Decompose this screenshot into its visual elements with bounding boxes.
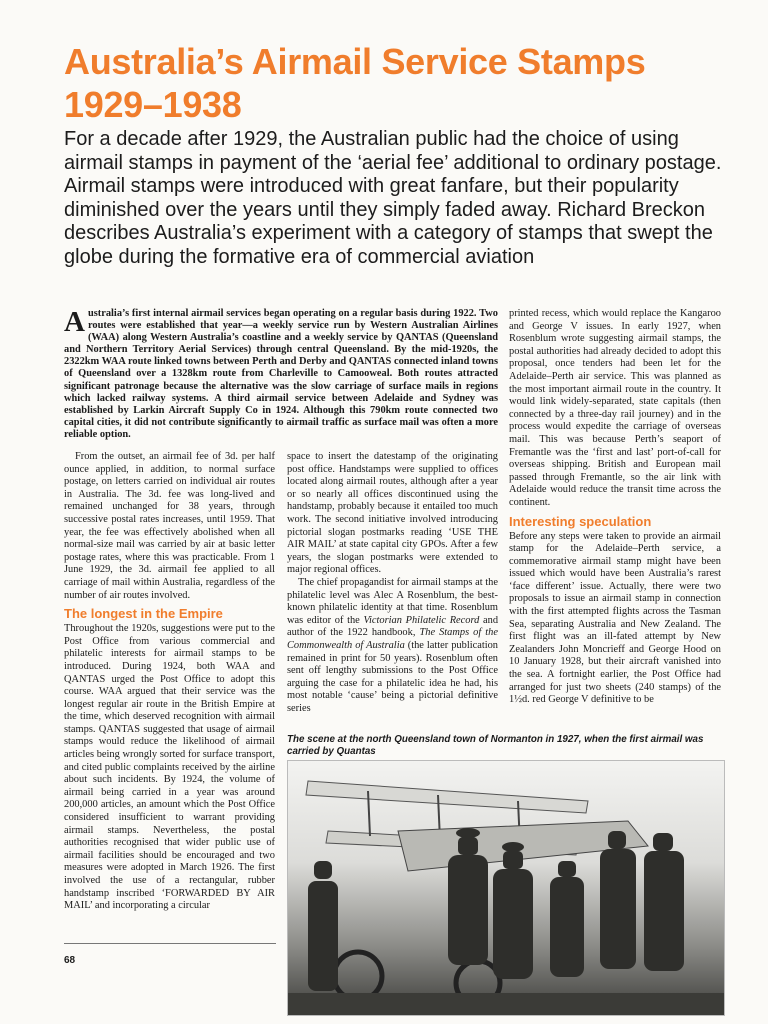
text-run: (the latter publication remained in print for 50 years). Rosenblum often sent off lengthy submissions to the Post Office arguing the case for a philatelic idea he had, his most notable ‘cause’ being a pictorial definitive series [287, 639, 498, 714]
text-run: and author of the 1922 handbook, [287, 614, 499, 639]
subheading-interesting-speculation: Interesting speculation [509, 513, 652, 529]
historic-photograph [287, 760, 725, 1016]
column-1 [64, 451, 275, 913]
paragraph: Before any steps were taken to provide an airmail stamp for the Adelaide–Perth service, a commemorative airmail stamp might have been issued which would have been Australia’s rarest ‘face different’ issue. Actually, there were two proposals to issue an airmail stamp in connection with the first attempted flights across the Tasman Sea, separating Australia and New Zealand. The first flight was an ill-fated attempt by New Zealanders John Moncrieff and George Hood on 10 January 1928, but their aircraft vanished into the sea. A fortnight earlier, the Post Office had arranged for just two sheets (240 stamps) of the 1½d. red George V definitive to be [509, 530, 721, 706]
wheel [334, 952, 382, 1000]
italic-title: The Stamps of the Commonwealth of Australia [287, 627, 498, 651]
footer-rule [64, 943, 276, 944]
italic-title: Victorian Philatelic Record [363, 614, 480, 626]
paragraph: Throughout the 1920s, suggestions were put to the Post Office from various commercial and philatelic interests for airmail stamps to be introduced. During 1924, both WAA and QANTAS urged the Post Office to adopt this course. WAA argued that their service was the longest regular air route in the British Empire at the time, which deserved recognition with airmail stamps. QANTAS suggested that usage of airmail stamps would reduce the likelihood of airmail articles being wrongly sorted for surface transport, and cited public complaints received by the airline about such incidents. By 1924, the volume of airmail being carried in a year was around 200,000 articles, an amount which the Post Office considered insufficient to warrant providing airmail stamps. Nevertheless, the postal authorities recognised that wider public use of airmail facilities should be encouraged and two measures were adopted in March 1926. The first involved the use of a rectangular, rubber handstamp inscribed ‘FORWARDED BY AIR MAIL’ and incorporating a circular [64, 623, 275, 912]
ground [288, 993, 724, 1015]
text-run: The chief propagandist for airmail stamps at the philatelic level was Alec A Rosenblum, the best-known philatelic identity at that time. Rosenblum was editor of the [287, 576, 498, 626]
lead-text: ustralia’s first internal airmail services began operating on a regular basis during 1922. Two routes were established that year—a weekly service run by Western Australian Airlines (WAA) along Western Australia’s coastline and a weekly service by QANTAS (Queensland and Northern Territory Aerial Services) through central Queensland. By the mid-1920s, the 2322km WAA route linked towns between Perth and Derby and QANTAS connected inland towns of Queensland over a 1328km route from Charleville to Camooweal. Both routes attracted significant patronage because the alternative was the slow carriage of surface mails in regions which lacked railway systems. A third airmail service between Adelaide and Sydney was established by Larkin Aircraft Supply Co in 1924. Although this 790km route connected two capital cities, it did not contribute significantly to airmail traffic as surface mail was often a more reliable option. [64, 308, 498, 440]
paragraph: space to insert the datestamp of the originating post office. Handstamps were supplied to offices located along airmail routes, although after a year or so nearly all offices discontinued using the handstamp, probably because it entailed too much work. The second initiative involved introducing pictorial slogan postmarks reading ‘USE THE AIR MAIL’ at state capital city GPOs. After a few years, the slogan postmarks were extended to major regional offices. [287, 451, 498, 576]
subheading-longest-in-empire: The longest in the Empire [64, 606, 223, 622]
biplane-and-crowd-illustration [288, 761, 724, 1015]
drop-cap: A [64, 306, 85, 338]
column-3 [509, 308, 721, 707]
upper-wing [306, 781, 588, 813]
photo-caption: The scene at the north Queensland town of Normanton in 1927, when the first airmail was carried by Quantas [287, 734, 704, 757]
paragraph: From the outset, an airmail fee of 3d. per half ounce applied, in addition, to normal surface postage, on letters carried on individual air routes in Australia. The 3d. fee was long-lived and remained unchanged for 38 years, through successive postal rates increases, until 1959. That year, the fee was effectively abolished when all normal-size mail was carried by air at basic letter postage rates, where this was practicable. From 1 June 1929, the 3d. airmail fee applied to all carriage of mail within Australia, regardless of the number of air routes involved. [64, 451, 275, 601]
column-2 [287, 451, 498, 715]
page-number: 68 [64, 955, 76, 966]
paragraph: printed recess, which would replace the Kangaroo and George V issues. In early 1927, when Rosenblum wrote suggesting airmail stamps, the postal authorities had already decided to adopt this proposal, once tenders had been let for the Adelaide–Perth air service. This was planned as the most important airmail route in the country. It would link widely-separated, state capitals (then connected by a three-day rail journey) and in the process would expedite the carriage of overseas mail. This was because Perth’s seaport of Fremantle was the ‘first and last’ port-of-call for overseas shipping. British and European mail passed through Fremantle, so the air link with Adelaide would reduce the transit time across the continent. [509, 308, 721, 508]
lead-paragraph [64, 308, 498, 441]
article-title: Australia’s Airmail Service Stamps 1929–1938 [64, 41, 646, 125]
paragraph [287, 577, 498, 716]
standfirst: For a decade after 1929, the Australian public had the choice of using airmail stamps in payment of the ‘aerial fee’ additional to ordinary postage. Airmail stamps were introduced with great fanfare, but their popularity diminished over the years until they simply faded away. Richard Breckon describes Australia’s experiment with a category of stamps that swept the globe during the formative era of commercial aviation [64, 128, 722, 268]
